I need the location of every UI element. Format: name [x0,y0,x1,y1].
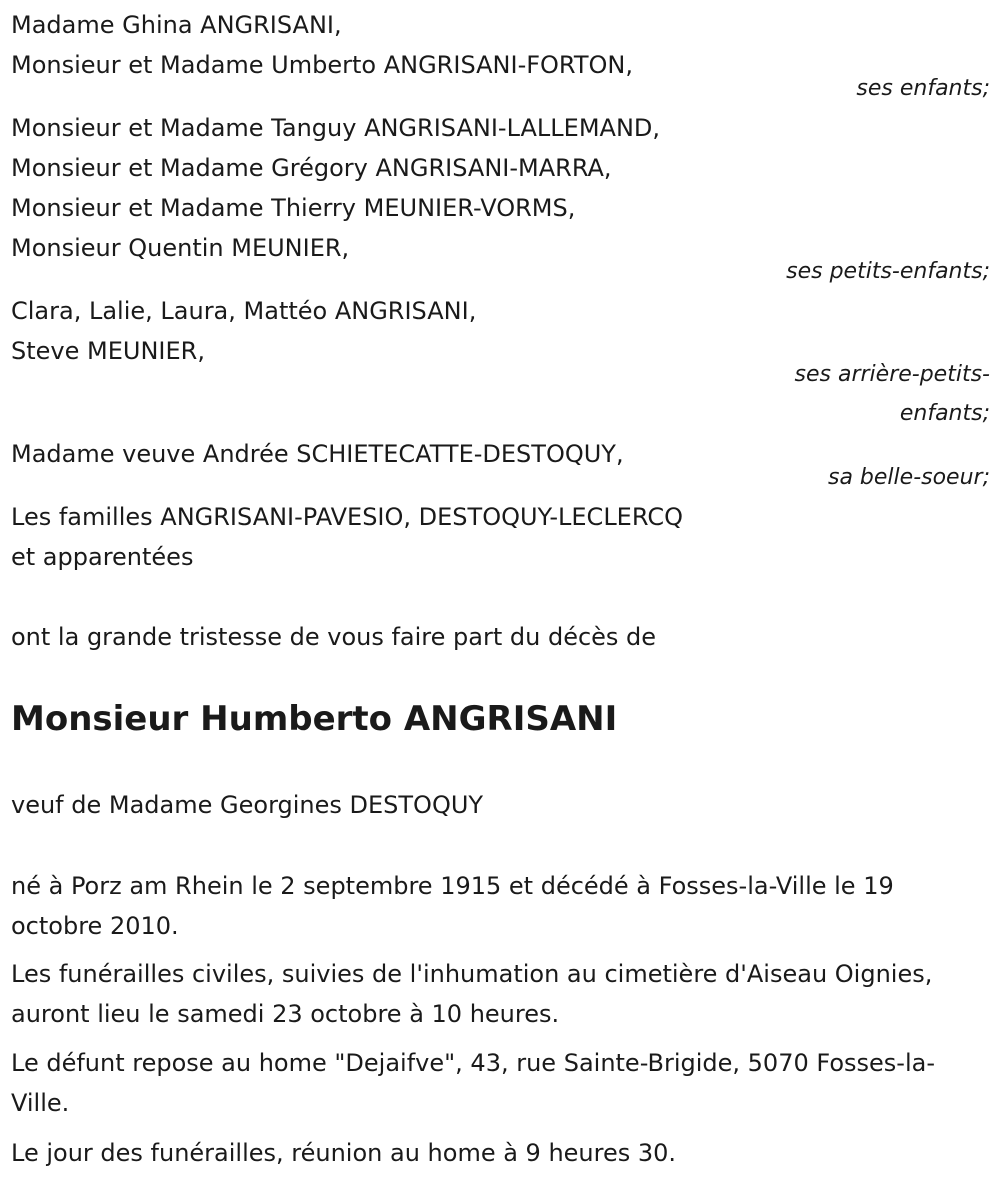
great-grandchildren-role-line-2: enfants; [899,401,990,426]
repose-paragraph: Le défunt repose au home "Dejaifve", 43, rue Sainte-Brigide, 5070 Fosses-la-Ville. [11,1049,935,1117]
families-line-1: Les familles ANGRISANI-PAVESIO, DESTOQUY-LECLERCQ [11,503,683,531]
great-grandchildren-line-1: Clara, Lalie, Laura, Mattéo ANGRISANI, [11,297,477,325]
grandchildren-line-1: Monsieur et Madame Tanguy ANGRISANI-LALLEMAND, [11,114,661,142]
widower-of-text: veuf de Madame Georgines DESTOQUY [11,791,484,819]
sister-in-law-line: Madame veuve Andrée SCHIETECATTE-DESTOQUY, [11,440,624,468]
grandchildren-line-2: Monsieur et Madame Grégory ANGRISANI-MARRA, [11,154,612,182]
great-grandchildren-line-2: Steve MEUNIER, [11,337,205,365]
announcement-text: ont la grande tristesse de vous faire part du décès de [11,623,657,651]
grandchildren-line-4: Monsieur Quentin MEUNIER, [11,234,350,262]
deceased-name: Monsieur Humberto ANGRISANI [11,699,618,739]
funeral-paragraph: Les funérailles civiles, suivies de l'inhumation au cimetière d'Aiseau Oignies, auront lieu le samedi 23 octobre à 10 heures. [11,960,933,1028]
grandchildren-line-3: Monsieur et Madame Thierry MEUNIER-VORMS, [11,194,576,222]
children-line-2: Monsieur et Madame Umberto ANGRISANI-FORTON, [11,51,633,79]
children-role: ses enfants; [856,76,990,101]
families-line-2: et apparentées [11,543,194,571]
meeting-paragraph: Le jour des funérailles, réunion au home à 9 heures 30. [11,1139,677,1167]
great-grandchildren-role-line-1: ses arrière-petits- [794,362,990,387]
children-line-1: Madame Ghina ANGRISANI, [11,11,342,39]
birth-death-paragraph: né à Porz am Rhein le 2 septembre 1915 et décédé à Fosses-la-Ville le 19 octobre 2010. [11,872,894,940]
grandchildren-role: ses petits-enfants; [786,259,990,284]
sister-in-law-role: sa belle-soeur; [828,465,990,490]
